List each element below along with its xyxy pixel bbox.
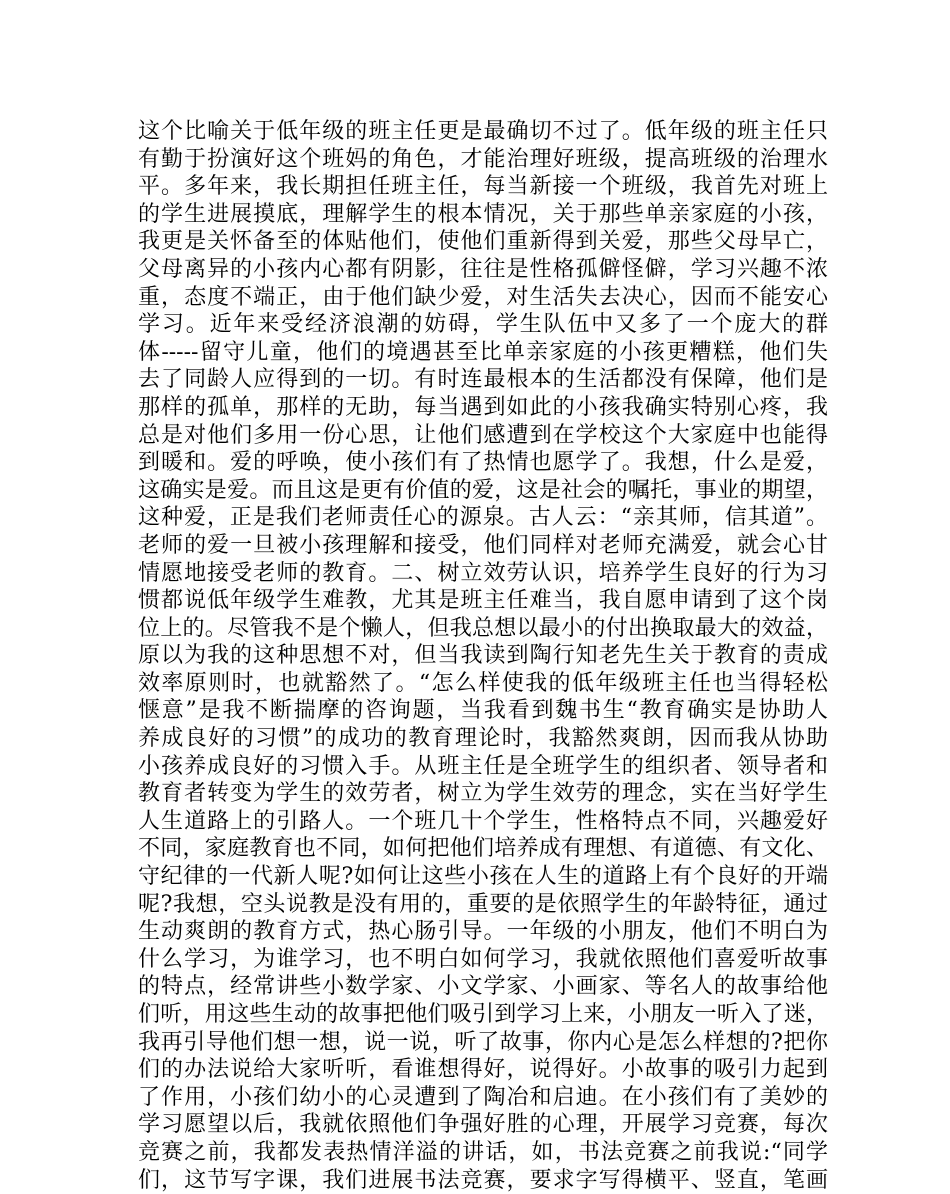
- text-line: 的特点，经常讲些小数学家、小文学家、小画家、等名人的故事给他: [138, 974, 828, 1000]
- text-line: 这确实是爱。而且这是更有价值的爱，这是社会的嘱托，事业的期望，: [138, 477, 828, 503]
- text-line: 这个比喻关于低年级的班主任更是最确切不过了。低年级的班主任只: [138, 119, 828, 144]
- text-line: 生动爽朗的教育方式，热心肠引导。一年级的小朋友，他们不明白为: [138, 919, 828, 945]
- text-line: 重，态度不端正，由于他们缺少爱，对生活失去决心，因而不能安心: [138, 284, 828, 310]
- text-line: 惯都说低年级学生难教，尤其是班主任难当，我自愿申请到了这个岗: [138, 588, 828, 614]
- text-line: 的学生进展摸底，理解学生的根本情况，关于那些单亲家庭的小孩，: [138, 201, 828, 227]
- text-line: 不同，家庭教育也不同，如何把他们培养成有理想、有道德、有文化、: [138, 836, 828, 862]
- text-line: 们的办法说给大家听听，看谁想得好，说得好。小故事的吸引力起到: [138, 1057, 828, 1083]
- text-line: 总是对他们多用一份心思，让他们感遭到在学校这个大家庭中也能得: [138, 422, 828, 448]
- text-line: 那样的孤单，那样的无助，每当遇到如此的小孩我确实特别心疼，我: [138, 394, 828, 420]
- text-line: 有勤于扮演好这个班妈的角色，才能治理好班级，提高班级的治理水: [138, 146, 828, 172]
- text-line: 我更是关怀备至的体贴他们，使他们重新得到关爱，那些父母早亡，: [138, 229, 828, 255]
- text-line: 到暖和。爱的呼唤，使小孩们有了热情也愿学了。我想，什么是爱，: [138, 450, 828, 476]
- text-line: 效率原则时，也就豁然了。“怎么样使我的低年级班主任也当得轻松: [138, 670, 828, 696]
- text-line: 了作用，小孩们幼小的心灵遭到了陶冶和启迪。在小孩们有了美妙的: [138, 1084, 828, 1110]
- text-line: 体-----留守儿童，他们的境遇甚至比单亲家庭的小孩更糟糕，他们失: [138, 339, 828, 365]
- text-line: 学习。近年来受经济浪潮的妨碍，学生队伍中又多了一个庞大的群: [138, 312, 828, 338]
- text-line: 我再引导他们想一想，说一说，听了故事，你内心是怎么样想的?把你: [138, 1029, 828, 1055]
- text-line: 平。多年来，我长期担任班主任，每当新接一个班级，我首先对班上: [138, 174, 828, 200]
- text-line: 位上的。尽管我不是个懒人，但我总想以最小的付出换取最大的效益，: [138, 615, 828, 641]
- text-line: 去了同龄人应得到的一切。有时连最根本的生活都没有保障，他们是: [138, 367, 828, 393]
- text-line: 学习愿望以后，我就依照他们争强好胜的心理，开展学习竞赛，每次: [138, 1112, 828, 1138]
- text-line: 养成良好的习惯”的成功的教育理论时，我豁然爽朗，因而我从协助: [138, 726, 828, 752]
- text-line: 人生道路上的引路人。一个班几十个学生，性格特点不同，兴趣爱好: [138, 808, 828, 834]
- text-line: 们听，用这些生动的故事把他们吸引到学习上来，小朋友一听入了迷，: [138, 1002, 828, 1027]
- text-line: 呢?我想，空头说教是没有用的，重要的是依照学生的年龄特征，通过: [138, 891, 828, 917]
- text-line: 老师的爱一旦被小孩理解和接受，他们同样对老师充满爱，就会心甘: [138, 532, 828, 558]
- text-line: 教育者转变为学生的效劳者，树立为学生效劳的理念，实在当好学生: [138, 781, 828, 807]
- body-text: [138, 118, 828, 1194]
- text-line: 原以为我的这种思想不对，但当我读到陶行知老先生关于教育的责成: [138, 643, 828, 669]
- text-line: 这种爱，正是我们老师责任心的源泉。古人云：“亲其师，信其道”。: [138, 505, 828, 531]
- text-line: 守纪律的一代新人呢?如何让这些小孩在人生的道路上有个良好的开端: [138, 864, 828, 890]
- text-line: 情愿地接受老师的教育。二、树立效劳认识，培养学生良好的行为习: [138, 560, 828, 586]
- text-line: 们，这节写字课，我们进展书法竞赛，要求字写得横平、竖直，笔画: [138, 1167, 828, 1193]
- text-line: 小孩养成良好的习惯入手。从班主任是全班学生的组织者、领导者和: [138, 753, 828, 779]
- text-line: 父母离异的小孩内心都有阴影，往往是性格孤僻怪僻，学习兴趣不浓: [138, 256, 828, 282]
- text-line: 什么学习，为谁学习，也不明白如何学习，我就依照他们喜爱听故事: [138, 946, 828, 972]
- text-line: 惬意”是我不断揣摩的咨询题，当我看到魏书生“教育确实是协助人: [138, 698, 828, 724]
- text-line: 竞赛之前，我都发表热情洋溢的讲话，如，书法竞赛之前我说:“同学: [138, 1139, 828, 1165]
